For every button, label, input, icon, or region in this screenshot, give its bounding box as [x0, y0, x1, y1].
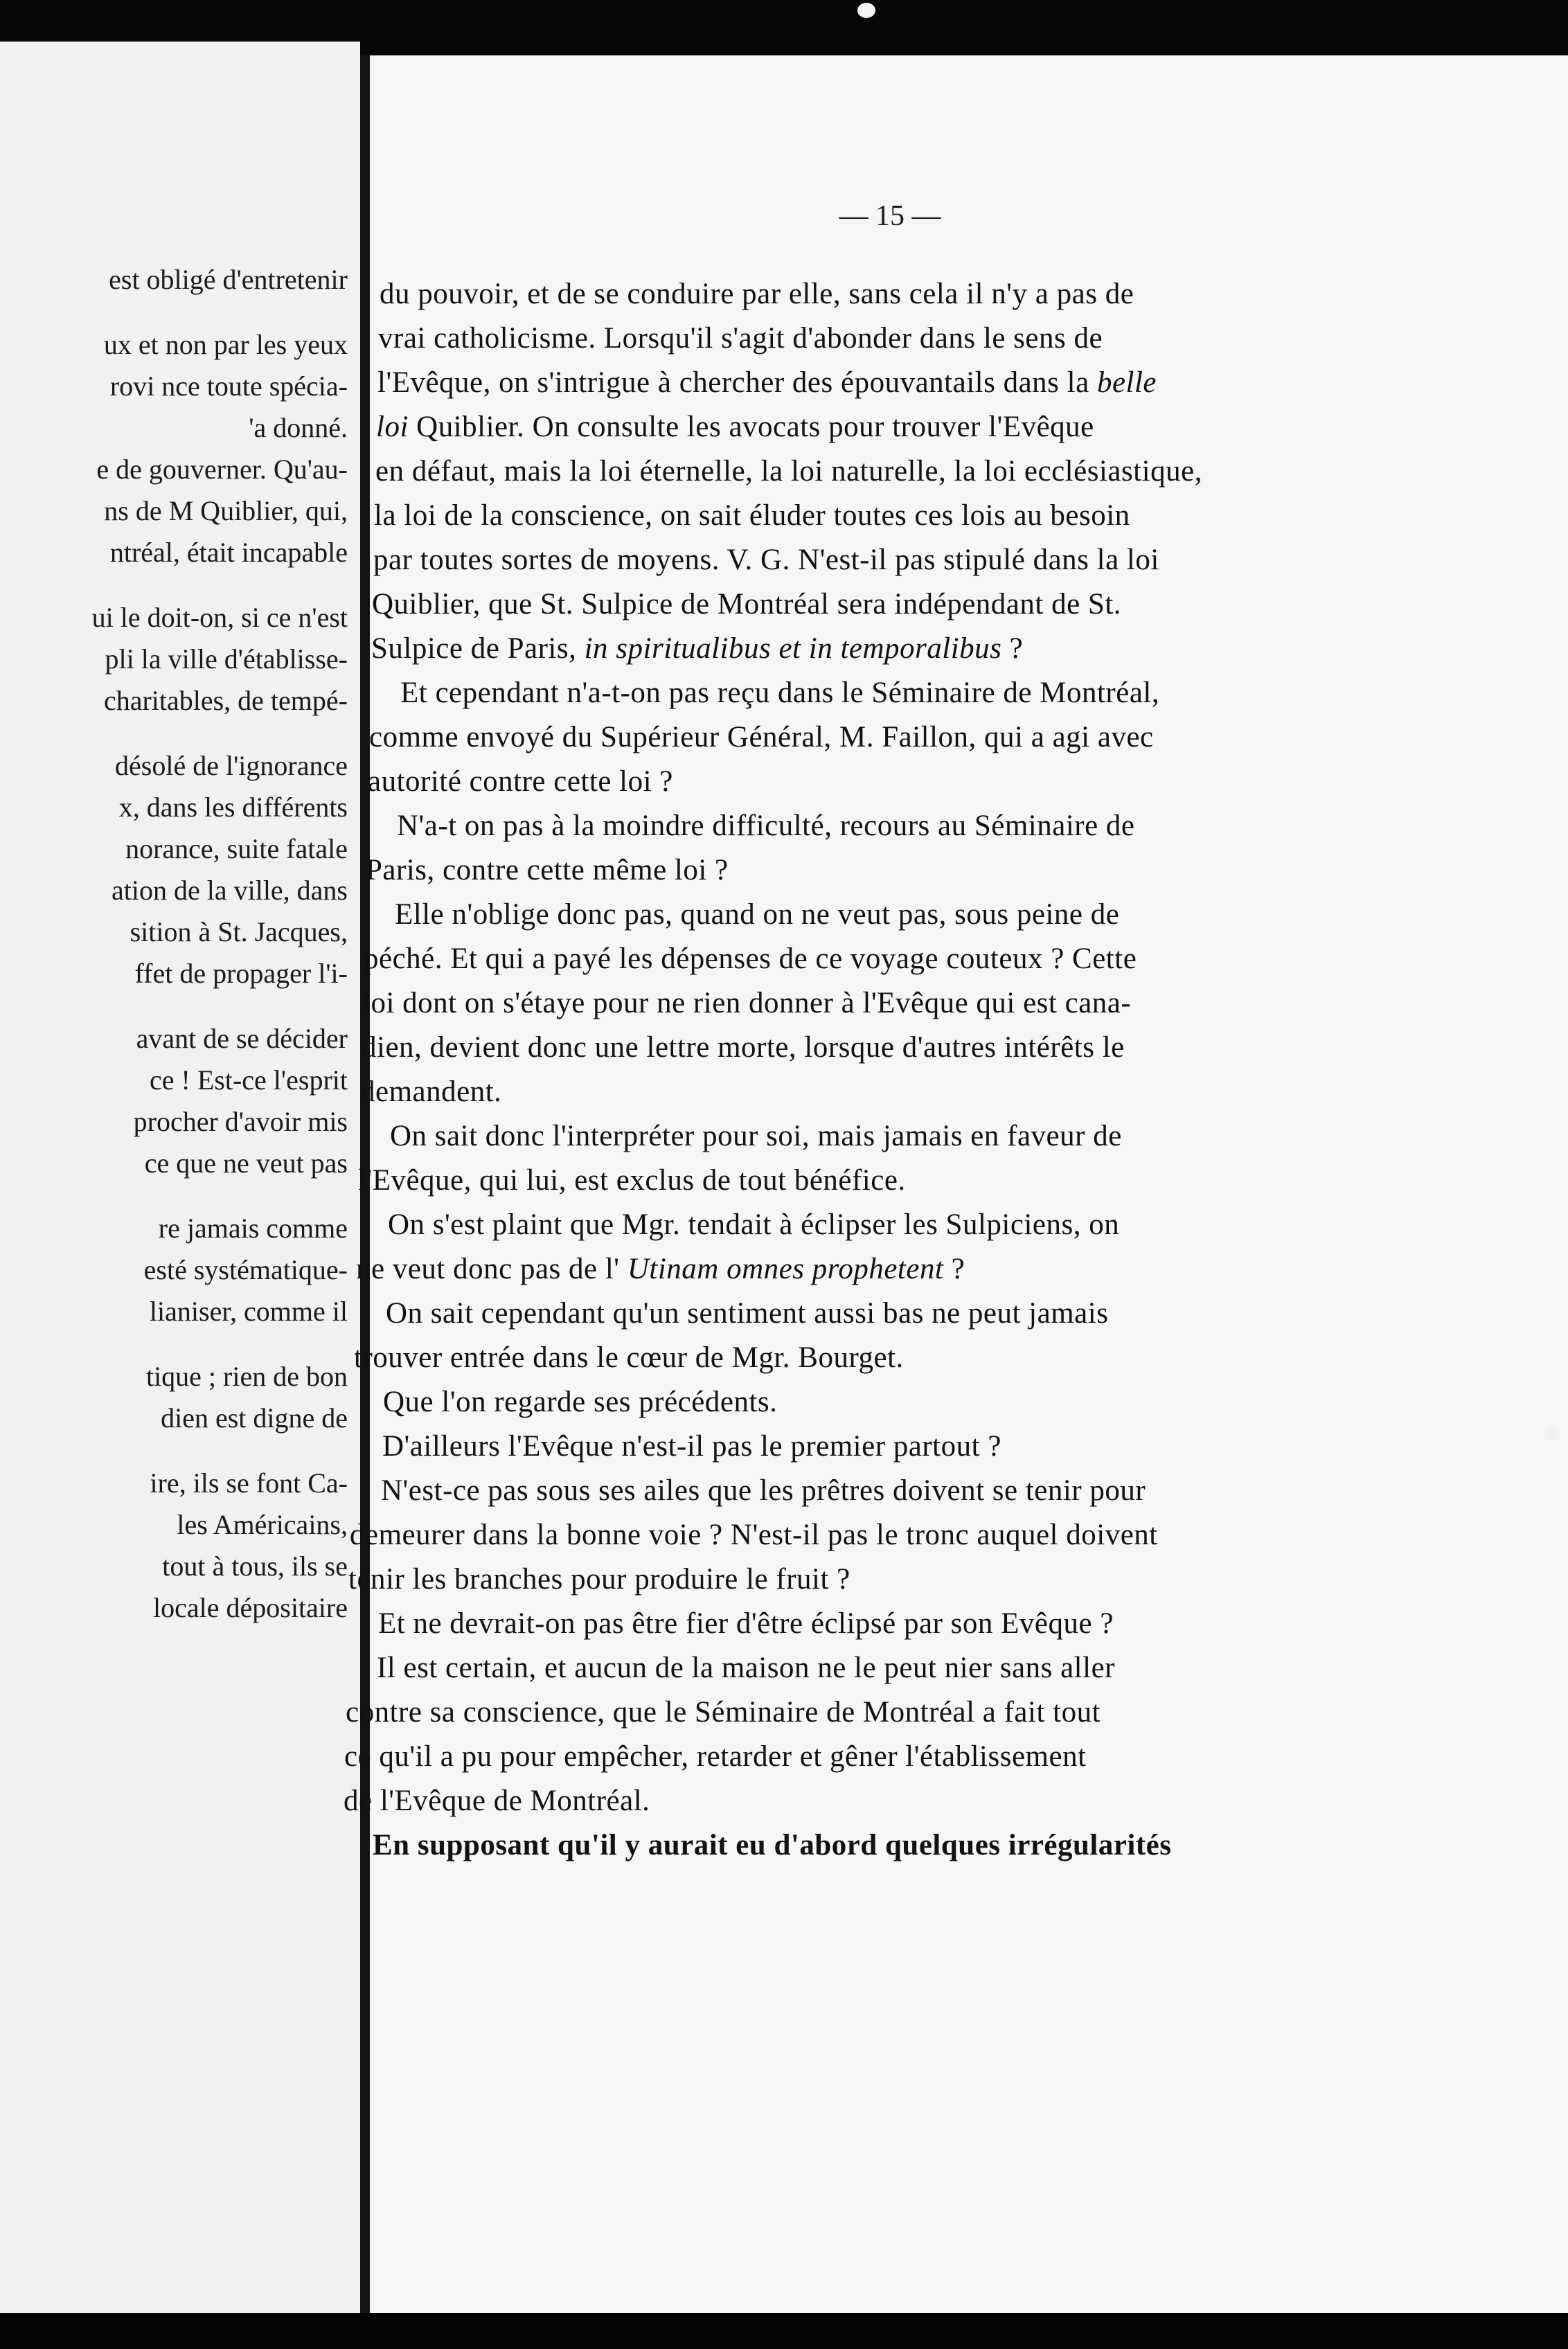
line-text: de l'Evêque de Montréal.	[344, 1785, 650, 1817]
facing-page-line: locale dépositaire	[153, 1592, 348, 1623]
body-line	[386, 1296, 1108, 1330]
body-line	[376, 410, 1094, 444]
scan-speck	[1546, 1425, 1558, 1440]
body-line	[348, 1562, 850, 1596]
line-text: Quiblier, que St. Sulpice de Montréal sera indépendant de St.	[372, 588, 1122, 620]
body-line	[362, 1030, 1125, 1064]
line-text: comme envoyé du Supérieur Général, M. Faillon, qui a agi avec	[369, 721, 1154, 753]
body-line	[377, 1651, 1115, 1685]
line-text: Que l'on regarde ses précédents.	[383, 1386, 778, 1418]
facing-page-line: ffet de propager l'i-	[134, 958, 348, 989]
line-text: tenir les branches pour produire le fruit ?	[348, 1563, 850, 1596]
facing-page-line: x, dans les différents	[118, 792, 348, 823]
page-number: — 15 —	[839, 200, 941, 232]
scan-border	[0, 2313, 1568, 2349]
line-text: Sulpice de Paris,	[371, 632, 577, 665]
facing-page-line: re jamais comme	[158, 1213, 348, 1244]
line-text: péché. Et qui a payé les dépenses de ce voyage couteux ? Cette	[364, 943, 1137, 975]
line-text: ?	[951, 1253, 965, 1285]
line-text: ?	[1009, 632, 1024, 665]
body-line	[354, 1341, 904, 1375]
line-text: dien, devient donc une lettre morte, lorsque d'autres intérêts le	[362, 1031, 1125, 1064]
facing-page-line: ui le doit-on, si ce n'est	[91, 602, 348, 633]
facing-page-line: esté systématique-	[143, 1254, 348, 1285]
body-line	[364, 942, 1137, 976]
body-line	[395, 897, 1119, 931]
line-text: En supposant qu'il y aurait eu d'abord quelques irrégularités	[373, 1829, 1172, 1861]
line-text: ce qu'il a pu pour empêcher, retarder et gêner l'établissement	[344, 1740, 1087, 1773]
body-line	[369, 720, 1154, 754]
body-line	[382, 1429, 1001, 1463]
body-line	[362, 986, 1131, 1020]
body-line	[378, 321, 1103, 355]
line-text: l'Evêque, on s'intrigue à chercher des épouvantails dans la	[377, 366, 1089, 399]
line-text: N'a-t on pas à la moindre difficulté, recours au Séminaire de	[397, 810, 1135, 842]
facing-page-line: pli la ville d'établisse-	[105, 643, 348, 675]
body-line	[366, 853, 729, 887]
body-line	[371, 632, 1023, 666]
facing-page-line: ce ! Est-ce l'esprit	[150, 1064, 348, 1096]
body-line	[373, 1828, 1172, 1862]
line-text: la loi de la conscience, on sait éluder toutes ces lois au besoin	[374, 499, 1130, 532]
facing-page-line: ux et non par les yeux	[103, 329, 348, 360]
facing-page-line: les Américains,	[177, 1509, 348, 1540]
line-text: demeurer dans la bonne voie ? N'est-il pas le tronc auquel doivent	[350, 1519, 1158, 1551]
italic-phrase: loi	[376, 411, 409, 443]
body-line	[377, 366, 1157, 400]
line-text: N'est-ce pas sous ses ailes que les prêtres doivent se tenir pour	[381, 1474, 1146, 1507]
italic-phrase: belle	[1096, 366, 1157, 399]
body-line	[368, 765, 673, 798]
body-line	[383, 1385, 777, 1419]
italic-phrase: Utinam omnes prophetent	[627, 1253, 944, 1285]
line-text: ne veut donc pas de l'	[356, 1253, 620, 1285]
line-text: vrai catholicisme. Lorsqu'il s'agit d'abonder dans le sens de	[378, 322, 1103, 355]
facing-page-line: lianiser, comme il	[149, 1296, 348, 1327]
facing-page-line: ce que ne veut pas	[144, 1147, 348, 1179]
line-text: Paris, contre cette même loi ?	[366, 854, 729, 886]
line-text: l'Evêque, qui lui, est exclus de tout bénéfice.	[358, 1164, 906, 1197]
body-line	[344, 1740, 1087, 1774]
italic-phrase: in spiritualibus et in temporalibus	[584, 632, 1002, 665]
scan-speck	[857, 3, 875, 18]
facing-page-line: ire, ils se font Ca-	[150, 1467, 348, 1499]
body-line	[390, 1119, 1122, 1153]
body-line	[358, 1163, 906, 1197]
facing-page-line: procher d'avoir mis	[133, 1106, 348, 1137]
line-text: D'ailleurs l'Evêque n'est-il pas le premier partout ?	[382, 1430, 1001, 1463]
body-line	[381, 1474, 1146, 1508]
line-text: du pouvoir, et de se conduire par elle, sans cela il n'y a pas de	[380, 278, 1134, 310]
facing-page-line: e de gouverner. Qu'au-	[96, 454, 348, 485]
facing-page-line: sition à St. Jacques,	[130, 916, 348, 947]
facing-page-line: 'a donné.	[249, 412, 348, 443]
line-text: autorité contre cette loi ?	[368, 765, 673, 798]
body-line	[388, 1208, 1119, 1242]
facing-page-line: avant de se décider	[136, 1023, 348, 1054]
facing-page-line: est obligé d'entretenir	[109, 264, 348, 295]
facing-page-line: tique ; rien de bon	[145, 1361, 348, 1392]
facing-page-line: tout à tous, ils se	[162, 1551, 348, 1582]
body-line	[378, 1607, 1114, 1641]
body-line	[380, 277, 1134, 311]
line-text: On sait donc l'interpréter pour soi, mais jamais en faveur de	[390, 1120, 1122, 1152]
facing-page-line: désolé de l'ignorance	[115, 750, 348, 781]
line-text: Quiblier. On consulte les avocats pour trouver l'Evêque	[416, 411, 1094, 443]
line-text: trouver entrée dans le cœur de Mgr. Bourget.	[354, 1341, 904, 1374]
body-line	[346, 1695, 1101, 1729]
body-line	[397, 809, 1135, 843]
facing-page-line: ation de la ville, dans	[111, 875, 348, 906]
line-text: en défaut, mais la loi éternelle, la loi naturelle, la loi ecclésiastique,	[375, 455, 1202, 488]
body-line	[344, 1784, 650, 1818]
line-text: Elle n'oblige donc pas, quand on ne veut pas, sous peine de	[395, 898, 1120, 931]
facing-page-line: norance, suite fatale	[125, 833, 348, 864]
facing-page-line: dien est digne de	[161, 1402, 348, 1433]
line-text: On s'est plaint que Mgr. tendait à éclipser les Sulpiciens, on	[388, 1208, 1120, 1241]
body-line	[374, 499, 1130, 533]
line-text: Et cependant n'a-t-on pas reçu dans le Séminaire de Montréal,	[400, 677, 1160, 709]
body-line	[400, 676, 1159, 710]
body-line	[372, 587, 1121, 621]
line-text: loi dont on s'étaye pour ne rien donner à l'Evêque qui est cana-	[362, 987, 1132, 1019]
body-line	[360, 1075, 501, 1109]
facing-page-line: ntréal, était incapable	[109, 537, 348, 568]
line-text: par toutes sortes de moyens. V. G. N'est-il pas stipulé dans la loi	[373, 544, 1159, 576]
facing-page-line: rovi nce toute spécia-	[109, 370, 348, 402]
facing-page-line: ns de M Quiblier, qui,	[104, 495, 348, 526]
body-line	[356, 1252, 965, 1286]
line-text: contre sa conscience, que le Séminaire de Montréal a fait tout	[346, 1696, 1101, 1729]
facing-page-line: charitables, de tempé-	[103, 685, 348, 716]
line-text: On sait cependant qu'un sentiment aussi bas ne peut jamais	[386, 1297, 1109, 1330]
body-line	[350, 1518, 1158, 1552]
line-text: Il est certain, et aucun de la maison ne le peut nier sans aller	[377, 1652, 1115, 1684]
body-line	[373, 543, 1159, 577]
line-text: demandent.	[360, 1075, 502, 1108]
body-line	[375, 454, 1202, 488]
line-text: Et ne devrait-on pas être fier d'être éclipsé par son Evêque ?	[378, 1607, 1114, 1640]
